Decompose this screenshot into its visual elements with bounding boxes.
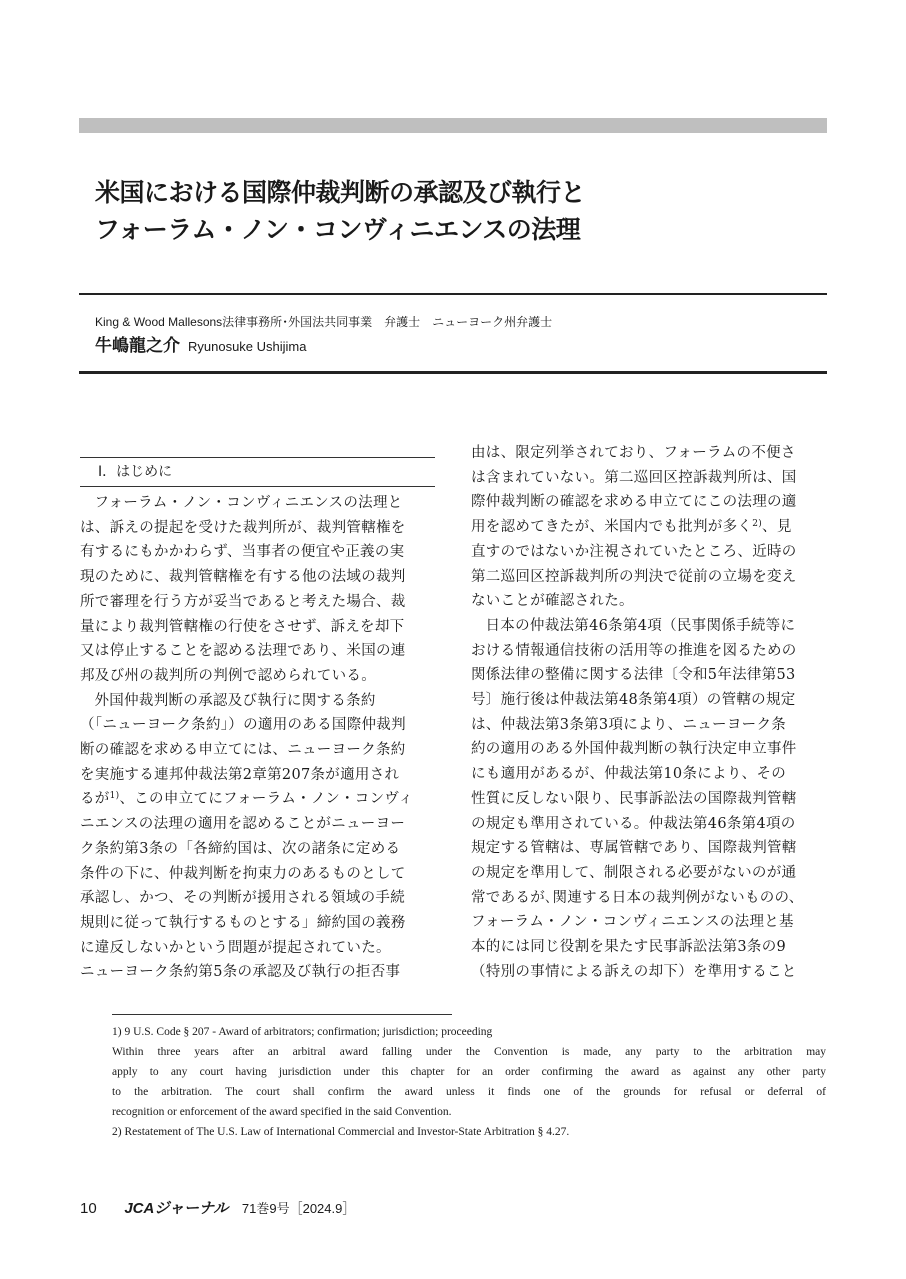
right-line: おける情報通信技術の活用等の推進を図るための bbox=[471, 642, 797, 659]
left-line: 邦及び州の裁判所の判例で認められている。 bbox=[80, 667, 376, 684]
left-line: 量により裁判管轄権の行使をさせず、訴えを却下 bbox=[80, 618, 405, 635]
author-affiliation: King & Wood Mallesons法律事務所･外国法共同事業 弁護士 ニューヨーク州弁護士 bbox=[95, 315, 553, 329]
left-line: 規則に従って執行するものとする」締約国の義務 bbox=[80, 914, 406, 931]
left-line: に違反しないかという問題が提起されていた。 bbox=[80, 939, 391, 956]
left-line: （「ニューヨーク条約」）の適用のある国際仲裁判 bbox=[80, 717, 406, 734]
left-line: 断の確認を求める申立てには、ニューヨーク条約 bbox=[80, 742, 406, 759]
right-line: の規定を準用して、制限される必要がないのが通 bbox=[471, 864, 797, 881]
right-line: 日本の仲裁法第46条第4項（民事関係手続等に bbox=[485, 617, 796, 634]
left-line: ク条約第3条の「各締約国は、次の諸条に定める bbox=[80, 840, 401, 857]
left-line: は、訴えの提起を受けた裁判所が、裁判管轄権を bbox=[80, 519, 406, 536]
left-column-text bbox=[80, 491, 435, 985]
right-line: は、仲裁法第3条第3項により、ニューヨーク条 bbox=[471, 716, 787, 733]
left-line: 承認し、かつ、その判断が援用される領域の手続 bbox=[80, 890, 406, 907]
left-line: フォーラム・ノン・コンヴィニエンスの法理と bbox=[94, 495, 403, 511]
right-line: 常であるが､関連する日本の裁判例がないものの、 bbox=[471, 889, 804, 906]
right-line: 直すのではないか注視されていたところ、近時の bbox=[471, 543, 797, 560]
right-line: 本的には同じ役割を果たす民事訴訟法第3条の9 bbox=[471, 939, 787, 956]
right-column bbox=[471, 441, 826, 984]
left-line: 有するにもかかわらず、当事者の便宜や正義の実 bbox=[80, 544, 405, 561]
page-number: 10 bbox=[80, 1200, 97, 1217]
author-name bbox=[95, 331, 307, 356]
footnote-ref: 1) bbox=[109, 791, 120, 802]
right-line: 号〕施行後は仲裁法第48条第4項）の管轄の規定 bbox=[471, 692, 796, 709]
journal-name: JCAジャーナル bbox=[124, 1200, 229, 1217]
footnote-rule bbox=[112, 1014, 452, 1015]
header-bar bbox=[79, 118, 827, 133]
right-line: （特別の事情による訴えの却下）を準用すること bbox=[471, 963, 797, 980]
footnote-1-line: recognition or enforcement of the award specified in the said Convention. bbox=[112, 1106, 452, 1118]
title-line-1: 米国における国際仲裁判断の承認及び執行と bbox=[95, 178, 586, 207]
right-line: は含まれていない。第二巡回区控訴裁判所は、国 bbox=[471, 469, 797, 486]
left-line: 条件の下に、仲裁判断を拘束力のあるものとして bbox=[80, 865, 406, 882]
right-line: の規定も準用されている。仲裁法第46条第4項の bbox=[471, 815, 796, 832]
left-column bbox=[80, 441, 435, 985]
right-line: 際仲裁判断の確認を求める申立てにこの法理の適 bbox=[471, 494, 797, 511]
footnote-1-line: apply to any court having jurisdiction under this chapter for an order confirming the award as against any other party bbox=[112, 1066, 826, 1078]
left-line: 外国仲裁判断の承認及び執行に関する条約 bbox=[94, 692, 376, 709]
right-line: 規定する管轄は、専属管轄であり、国際裁判管轄 bbox=[471, 840, 797, 857]
left-line: を実施する連邦仲裁法第2章第207条が適用され bbox=[80, 766, 400, 783]
left-line: ニューヨーク条約第5条の承認及び執行の拒否事 bbox=[80, 964, 401, 981]
right-line: フォーラム・ノン・コンヴィニエンスの法理と基 bbox=[471, 914, 794, 931]
title-line-2: フォーラム・ノン・コンヴィニエンスの法理 bbox=[95, 215, 581, 244]
article-title bbox=[95, 174, 815, 248]
footnote-2: 2) Restatement of The U.S. Law of International Commercial and Investor-State Arbitration § 4.27. bbox=[112, 1126, 570, 1138]
right-line: 関係法律の整備に関する法律〔令和5年法律第53 bbox=[471, 667, 796, 684]
footnote-ref: 2) bbox=[752, 519, 763, 530]
right-column-text bbox=[471, 441, 826, 984]
footnote-1-line: to the arbitration. The court shall confirm the award unless it finds one of the grounds for refusal or deferral of bbox=[112, 1086, 826, 1098]
left-line: ニエンスの法理の適用を認めることがニューヨー bbox=[80, 816, 406, 833]
left-line: 所で審理を行う方が妥当であると考えた場合、裁 bbox=[80, 593, 406, 610]
title-rule bbox=[79, 293, 827, 295]
right-line: 約の適用のある外国仲裁判断の執行決定申立事件 bbox=[471, 741, 797, 758]
footnote-1-line: Within three years after an arbitral award falling under the Convention is made, any party to the arbitration may bbox=[112, 1046, 826, 1058]
right-line: 用を認めてきたが、米国内でも批判が多く$^{2)}$、見 bbox=[471, 519, 792, 536]
right-line: 由は、限定列挙されており、フォーラムの不便さ bbox=[471, 445, 796, 461]
author-rule bbox=[79, 371, 827, 374]
left-line: るが$^{1)}$、この申立てにフォーラム・ノン・コンヴィ bbox=[80, 791, 414, 808]
footnote-1-head: 1) 9 U.S. Code § 207 - Award of arbitrators; confirmation; jurisdiction; proceeding bbox=[112, 1026, 493, 1038]
right-line: 性質に反しない限り、民事訴訟法の国際裁判管轄 bbox=[471, 790, 797, 807]
right-line: 第二巡回区控訴裁判所の判決で従前の立場を変え bbox=[471, 568, 797, 585]
author-name-en: Ryunosuke Ushijima bbox=[188, 339, 307, 354]
footnotes bbox=[112, 1022, 826, 1142]
right-line: にも適用があるが、仲裁法第10条により、その bbox=[471, 766, 787, 783]
issue-info: 71巻9号［2024.9］ bbox=[241, 1201, 356, 1216]
section-heading: Ⅰ．はじめに bbox=[80, 457, 435, 487]
page-footer bbox=[80, 1197, 355, 1218]
author-name-jp: 牛嶋龍之介 bbox=[95, 336, 180, 356]
left-line: 現のために、裁判管轄権を有する他の法域の裁判 bbox=[80, 569, 406, 586]
left-line: 又は停止することを認める法理であり、米国の連 bbox=[80, 643, 406, 660]
right-line: ないことが確認された。 bbox=[471, 593, 634, 610]
